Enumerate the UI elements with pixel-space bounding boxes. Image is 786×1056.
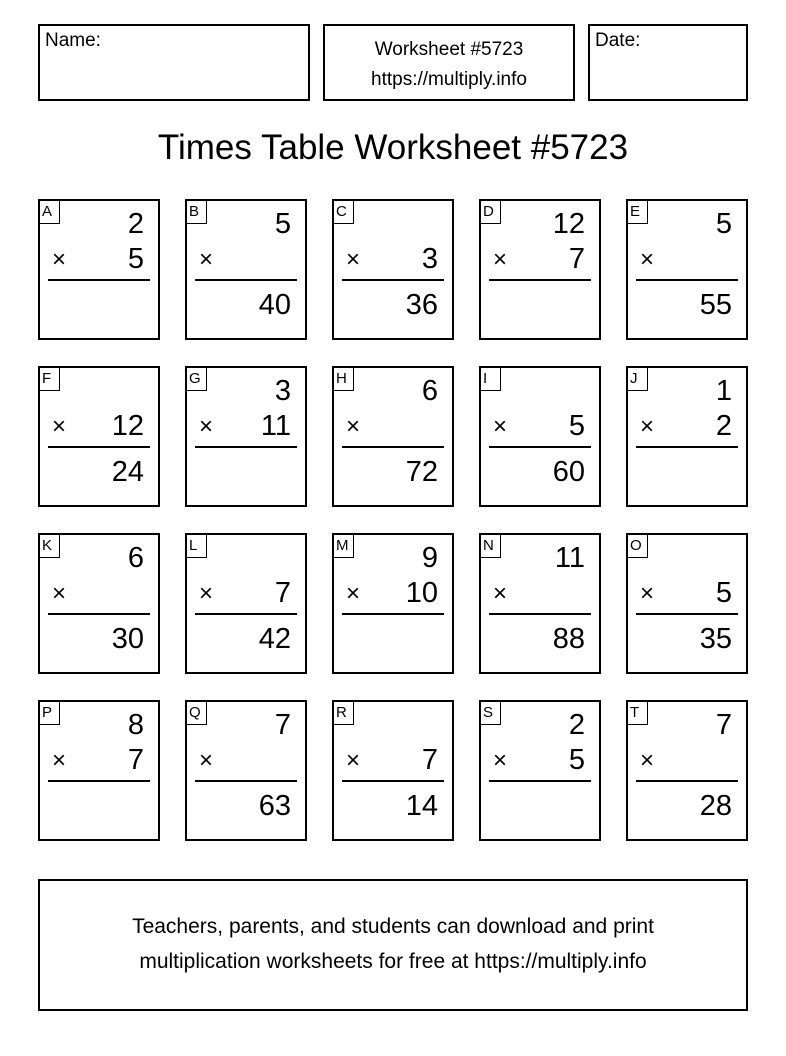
times-sign: × — [640, 246, 655, 273]
product: 42 — [258, 623, 291, 655]
footer-line-1: Teachers, parents, and students can download and print — [132, 915, 654, 938]
multiplicand: 12 — [552, 208, 585, 240]
answer-line — [636, 279, 738, 281]
worksheet-id: Worksheet #5723 — [374, 39, 524, 60]
answer-line — [636, 613, 738, 615]
times-sign: × — [52, 246, 67, 273]
times-sign: × — [346, 246, 361, 273]
product: 88 — [552, 623, 585, 655]
multiplier: 2 — [715, 410, 732, 442]
times-sign: × — [640, 413, 655, 440]
times-sign: × — [346, 747, 361, 774]
answer-line — [636, 780, 738, 782]
problem-letter: B — [187, 201, 207, 224]
multiplicand: 5 — [715, 208, 732, 240]
problem-letter: N — [481, 535, 501, 558]
answer-line — [489, 613, 591, 615]
answer-line — [342, 780, 444, 782]
answer-line — [48, 613, 150, 615]
problem-card[interactable] — [479, 700, 601, 841]
problem-letter: G — [187, 368, 207, 391]
problem-letter: L — [187, 535, 207, 558]
multiplier: 3 — [421, 243, 438, 275]
times-sign: × — [52, 580, 67, 607]
problem-letter: P — [40, 702, 60, 725]
product: 55 — [699, 289, 732, 321]
answer-line — [342, 279, 444, 281]
times-sign: × — [640, 747, 655, 774]
problem-letter: C — [334, 201, 354, 224]
times-sign: × — [199, 580, 214, 607]
answer-line — [489, 780, 591, 782]
worksheet-url: https://multiply.info — [371, 69, 527, 90]
multiplier: 7 — [568, 243, 585, 275]
answer-line — [195, 613, 297, 615]
date-label: Date: — [595, 30, 641, 51]
problem-card[interactable] — [332, 199, 454, 340]
problem-letter: K — [40, 535, 60, 558]
problem-letter: Q — [187, 702, 207, 725]
answer-line — [48, 780, 150, 782]
problem-letter: S — [481, 702, 501, 725]
answer-line — [636, 446, 738, 448]
times-sign: × — [52, 747, 67, 774]
multiplicand: 3 — [274, 375, 291, 407]
times-sign: × — [493, 246, 508, 273]
product: 24 — [111, 456, 144, 488]
problem-card[interactable] — [332, 533, 454, 674]
problem-letter: E — [628, 201, 648, 224]
product: 28 — [699, 790, 732, 822]
answer-line — [195, 279, 297, 281]
footer-box — [38, 879, 748, 1011]
times-sign: × — [346, 413, 361, 440]
product: 72 — [405, 456, 438, 488]
product: 35 — [699, 623, 732, 655]
problem-letter: A — [40, 201, 60, 224]
answer-line — [489, 279, 591, 281]
problem-letter: O — [628, 535, 648, 558]
product: 60 — [552, 456, 585, 488]
multiplicand: 7 — [715, 709, 732, 741]
problem-letter: R — [334, 702, 354, 725]
answer-line — [195, 446, 297, 448]
answer-line — [342, 613, 444, 615]
answer-line — [342, 446, 444, 448]
answer-line — [489, 446, 591, 448]
multiplier: 5 — [568, 744, 585, 776]
times-sign: × — [52, 413, 67, 440]
times-sign: × — [346, 580, 361, 607]
problem-card[interactable] — [479, 366, 601, 507]
problem-letter: T — [628, 702, 648, 725]
product: 63 — [258, 790, 291, 822]
problem-card[interactable] — [38, 533, 160, 674]
multiplier: 7 — [127, 744, 144, 776]
times-sign: × — [199, 246, 214, 273]
product: 36 — [405, 289, 438, 321]
problem-card[interactable] — [626, 700, 748, 841]
multiplier: 5 — [127, 243, 144, 275]
product: 14 — [405, 790, 438, 822]
times-sign: × — [493, 413, 508, 440]
multiplier: 5 — [715, 577, 732, 609]
multiplicand: 6 — [127, 542, 144, 574]
multiplicand: 8 — [127, 709, 144, 741]
answer-line — [48, 446, 150, 448]
multiplicand: 5 — [274, 208, 291, 240]
multiplicand: 6 — [421, 375, 438, 407]
multiplier: 7 — [421, 744, 438, 776]
problem-card[interactable] — [332, 366, 454, 507]
problem-letter: H — [334, 368, 354, 391]
problem-card[interactable] — [332, 700, 454, 841]
multiplier: 10 — [405, 577, 438, 609]
problem-card[interactable] — [185, 199, 307, 340]
multiplier: 7 — [274, 577, 291, 609]
problem-card[interactable] — [38, 700, 160, 841]
problem-letter: J — [628, 368, 648, 391]
name-label: Name: — [45, 30, 101, 51]
page-title: Times Table Worksheet #5723 — [157, 128, 629, 167]
footer-line-2: multiplication worksheets for free at https://multiply.info — [139, 950, 647, 973]
problem-card[interactable] — [38, 366, 160, 507]
problem-letter: D — [481, 201, 501, 224]
product: 40 — [258, 289, 291, 321]
multiplicand: 9 — [421, 542, 438, 574]
multiplicand: 2 — [568, 709, 585, 741]
times-sign: × — [493, 580, 508, 607]
answer-line — [195, 780, 297, 782]
problem-letter: I — [481, 368, 501, 391]
problem-card[interactable] — [479, 199, 601, 340]
problem-card[interactable] — [185, 533, 307, 674]
times-sign: × — [640, 580, 655, 607]
problem-card[interactable] — [626, 533, 748, 674]
problem-letter: F — [40, 368, 60, 391]
problem-card[interactable] — [185, 700, 307, 841]
multiplicand: 2 — [127, 208, 144, 240]
times-sign: × — [199, 747, 214, 774]
multiplicand: 7 — [274, 709, 291, 741]
multiplier: 11 — [260, 410, 291, 442]
answer-line — [48, 279, 150, 281]
multiplier: 5 — [568, 410, 585, 442]
times-sign: × — [493, 747, 508, 774]
problem-card[interactable] — [185, 366, 307, 507]
problem-card[interactable] — [479, 533, 601, 674]
problem-card[interactable] — [626, 199, 748, 340]
multiplier: 12 — [111, 410, 144, 442]
problem-card[interactable] — [38, 199, 160, 340]
problem-card[interactable] — [626, 366, 748, 507]
times-sign: × — [199, 413, 214, 440]
problem-letter: M — [334, 535, 354, 558]
multiplicand: 11 — [554, 542, 585, 574]
multiplicand: 1 — [715, 375, 732, 407]
product: 30 — [111, 623, 144, 655]
